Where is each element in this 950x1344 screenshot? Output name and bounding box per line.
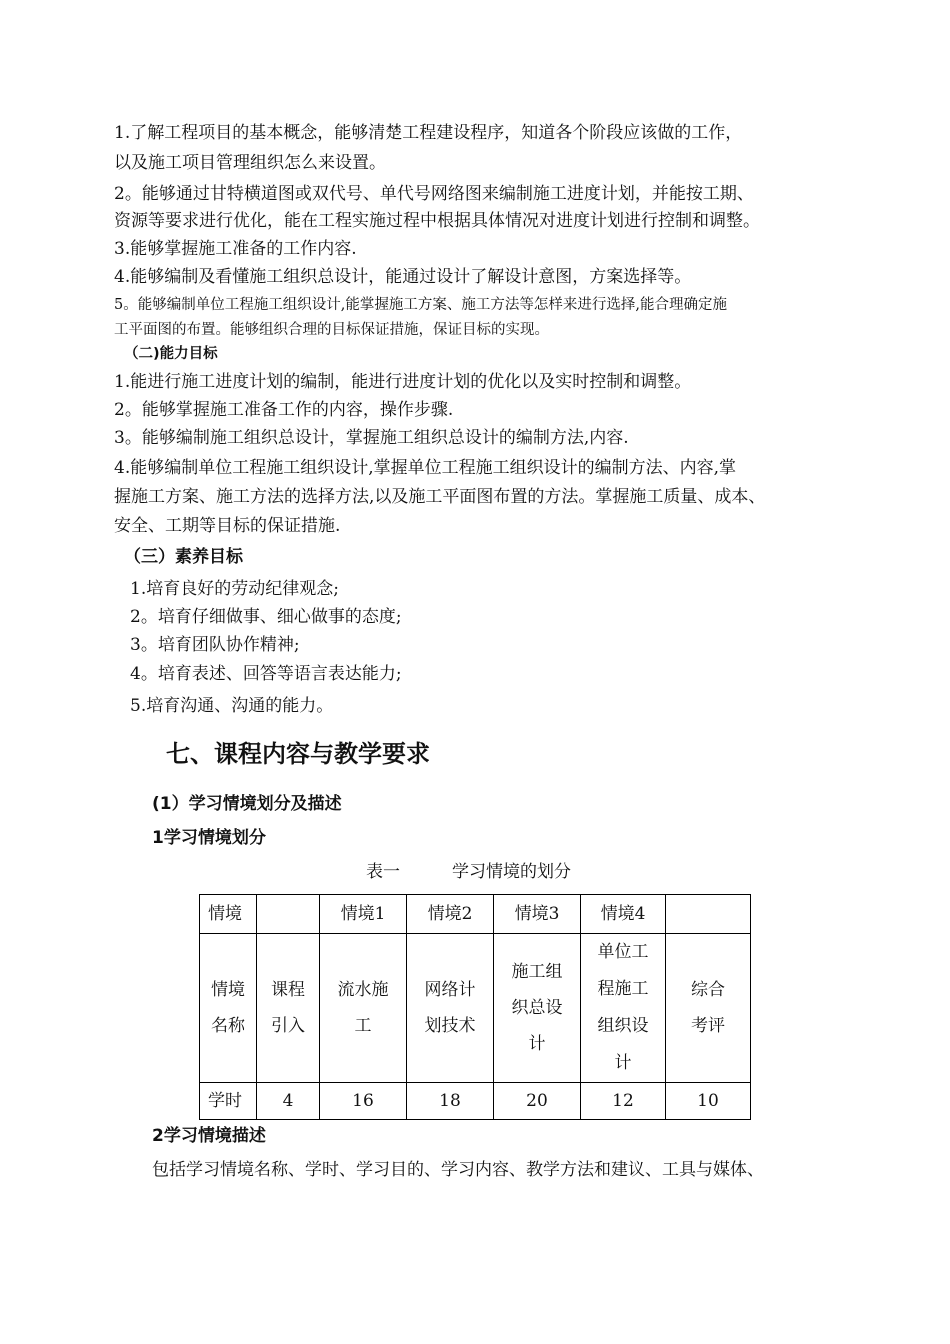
table-cell	[257, 934, 320, 1083]
learning-situation-table	[199, 894, 751, 1120]
quality-heading: （三）素养目标	[124, 547, 243, 567]
list-item: 3。培育团队协作精神;	[130, 635, 300, 655]
list-item: 4。培育表述、回答等语言表达能力;	[130, 664, 402, 684]
paragraph-line: 资源等要求进行优化，能在工程实施过程中根据具体情况对进度计划进行控制和调整。	[114, 211, 760, 231]
table-caption-title: 学习情境的划分	[452, 862, 571, 882]
paragraph-line: 3.能够掌握施工准备的工作内容.	[114, 239, 357, 259]
paragraph-line: 以及施工项目管理组织怎么来设置。	[114, 153, 386, 173]
subsection-heading: (1）学习情境划分及描述	[152, 794, 342, 814]
cell-text: 情境 名称	[211, 980, 245, 1036]
paragraph-line: 2。能够通过甘特横道图或双代号、单代号网络图来编制施工进度计划，并能按工期、	[114, 184, 754, 204]
section-title: 七、课程内容与教学要求	[166, 740, 430, 768]
table-cell: 16	[320, 1083, 407, 1120]
ability-heading: （二)能力目标	[124, 346, 218, 362]
table-cell: 情境2	[407, 895, 494, 934]
paragraph-line: 2。能够掌握施工准备工作的内容，操作步骤.	[114, 400, 454, 420]
paragraph-line: 1.了解工程项目的基本概念，能够清楚工程建设程序，知道各个阶段应该做的工作，	[114, 123, 743, 143]
table-row	[200, 1083, 751, 1120]
cell-text: 综合 考评	[691, 980, 725, 1036]
paragraph-line: 工平面图的布置。能够组织合理的目标保证措施，保证目标的实现。	[114, 322, 549, 338]
table-cell	[494, 934, 581, 1083]
list-item: 1.培育良好的劳动纪律观念;	[130, 579, 339, 599]
cell-text: 课程 引入	[271, 980, 305, 1036]
table-cell: 18	[407, 1083, 494, 1120]
table-cell	[200, 934, 257, 1083]
table-cell: 4	[257, 1083, 320, 1120]
table-cell: 情境1	[320, 895, 407, 934]
table-caption-number: 表一	[366, 862, 400, 882]
table-cell: 12	[581, 1083, 666, 1120]
table-cell: 20	[494, 1083, 581, 1120]
table-cell	[581, 934, 666, 1083]
paragraph-line: 5。能够编制单位工程施工组织设计,能掌握施工方案、施工方法等怎样来进行选择,能合理确定施	[114, 297, 727, 313]
table-cell	[320, 934, 407, 1083]
table-cell	[666, 934, 751, 1083]
paragraph-line: 4.能够编制单位工程施工组织设计,掌握单位工程施工组织设计的编制方法、内容,掌	[114, 458, 737, 478]
paragraph-line: 1.能进行施工进度计划的编制，能进行进度计划的优化以及实时控制和调整。	[114, 372, 692, 392]
list-item: 2。培育仔细做事、细心做事的态度;	[130, 607, 402, 627]
table-row	[200, 895, 751, 934]
paragraph-line: 安全、工期等目标的保证措施.	[114, 516, 341, 536]
list-item: 5.培育沟通、沟通的能力。	[130, 696, 334, 716]
subsection-heading: 2学习情境描述	[152, 1126, 266, 1146]
cell-text: 单位工 程施工 组织设 计	[597, 942, 649, 1073]
table-cell	[257, 895, 320, 934]
table-row	[200, 934, 751, 1083]
table-cell: 情境	[200, 895, 257, 934]
paragraph-line: 握施工方案、施工方法的选择方法,以及施工平面图布置的方法。掌握施工质量、成本、	[114, 487, 766, 507]
table-cell: 情境3	[494, 895, 581, 934]
paragraph-line: 3。能够编制施工组织总设计，掌握施工组织总设计的编制方法,内容.	[114, 428, 629, 448]
table-cell: 学时	[200, 1083, 257, 1120]
subsection-heading: 1学习情境划分	[152, 828, 266, 848]
paragraph-line: 包括学习情境名称、学时、学习目的、学习内容、教学方法和建议、工具与媒体、	[152, 1160, 764, 1180]
table-cell	[407, 934, 494, 1083]
cell-text: 网络计 划技术	[424, 980, 476, 1036]
table-cell: 10	[666, 1083, 751, 1120]
cell-text: 流水施 工	[337, 980, 389, 1036]
table-cell: 情境4	[581, 895, 666, 934]
cell-text: 施工组 织总设 计	[511, 962, 563, 1054]
paragraph-line: 4.能够编制及看懂施工组织总设计，能通过设计了解设计意图，方案选择等。	[114, 267, 692, 287]
table-cell	[666, 895, 751, 934]
